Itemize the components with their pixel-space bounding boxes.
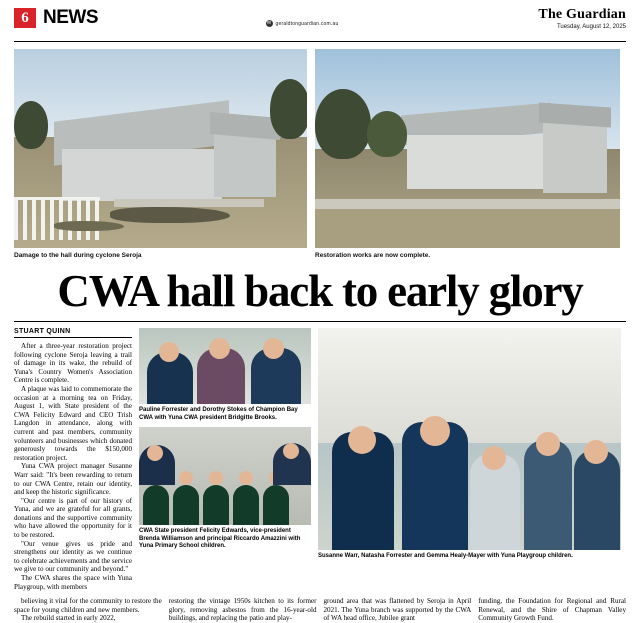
article-body-area <box>14 328 626 591</box>
cwa-presidents-caption: Pauline Forrester and Dorothy Stokes of Champion Bay CWA with Yuna CWA president Bridgitte Brooks. <box>139 407 298 421</box>
middle-photo-column <box>139 328 311 591</box>
cwa-presidents-photo <box>139 328 311 404</box>
cyclone-damage-photo-block <box>14 49 307 260</box>
page-number-badge: 6 <box>14 8 36 28</box>
school-children-caption: CWA State president Felicity Edwards, vice-president Brenda Williamson and principal Riccardo Amazzini with Yuna Primary School children. <box>139 528 301 550</box>
envelope-icon: ✉ <box>266 20 272 27</box>
article-text-3 <box>169 597 317 623</box>
paragraph: ground area that was flattened by Seroja in April 2021. The Yuna branch was supported by the CWA of WA head office, Jubilee grant <box>323 597 472 623</box>
top-photo-row <box>14 49 626 260</box>
section-title: NEWS <box>43 7 98 28</box>
school-children-photo <box>139 427 311 525</box>
bottom-text-columns <box>14 597 626 623</box>
paragraph: The rebuild started in early 2022, <box>21 614 116 623</box>
paper-name: The Guardian <box>538 7 626 22</box>
paragraph: The CWA shares the space with Yuna Playgroup, with members <box>14 574 132 591</box>
playgroup-children-caption: Susanne Warr, Natasha Forrester and Gemma Healy-Mayer with Yuna Playgroup children. <box>318 553 573 559</box>
masthead-center <box>98 8 506 30</box>
article-column-2 <box>14 597 162 623</box>
website-email-text: geraldtonguardian.com.au <box>275 21 339 27</box>
article-column-4 <box>324 597 472 623</box>
right-photo-column <box>318 328 621 591</box>
website-email <box>266 20 339 27</box>
restored-hall-caption: Restoration works are now complete. <box>315 252 431 259</box>
cyclone-damage-caption: Damage to the hall during cyclone Seroja <box>14 252 142 259</box>
paragraph: funding, the Foundation for Regional and Rural Renewal, and the Shire of Chapman Valley Community Growth Fund. <box>478 597 626 623</box>
page-headline: CWA hall back to early glory <box>57 266 583 316</box>
byline: STUART QUINN <box>14 328 132 338</box>
cyclone-damage-photo <box>14 49 307 248</box>
paragraph: "Our venue gives us pride and strengthens our identity as we continue to celebrate achievements and the service we give to our community and beyond." <box>14 539 132 574</box>
masthead-rule <box>14 41 626 42</box>
paragraph: Yuna CWA project manager Susanne Warr said: "It's been rewarding to return to our CWA Centre, retain our identity, and keep the historic significance. <box>14 462 132 497</box>
article-column-5 <box>478 597 626 623</box>
restored-hall-photo-block <box>315 49 620 260</box>
paragraph: believing it vital for the community to restore the space for young children and new members. <box>14 597 162 614</box>
paragraph: After a three-year restoration project following cyclone Seroja leaving a trail of damage in its wake, the rebuild of Yuna's Country Women's Association Centre is complete. <box>14 342 132 385</box>
masthead <box>14 0 626 38</box>
article-text-5 <box>478 597 626 623</box>
masthead-right <box>506 8 626 30</box>
article-column-3 <box>169 597 317 623</box>
article-text-2 <box>14 597 162 623</box>
playgroup-children-photo <box>318 328 621 550</box>
article-text-4 <box>324 597 472 623</box>
paragraph: restoring the vintage 1950s kitchen to its former glory, removing asbestos from the 16-year-old buildings, and replacing the patio and play- <box>168 597 317 623</box>
restored-hall-photo <box>315 49 620 248</box>
headline-rule <box>14 321 626 322</box>
paragraph: "Our centre is part of our history of Yuna, and we are grateful for all grants, donations and the supportive community who have allowed the opportunity for it to be restored. <box>14 496 132 540</box>
paper-date: Tuesday, August 12, 2025 <box>556 24 626 30</box>
article-column-1 <box>14 328 132 591</box>
article-text-1 <box>14 342 132 591</box>
paragraph: A plaque was laid to commemorate the occasion at a morning tea on Friday, August 1, with State president of the CWA Felicity Edward and CEO Trish Langdon in attendance, along with current and past members, community volunteers and businesses which donated generously towards the $150,000 restoration project. <box>14 384 132 462</box>
